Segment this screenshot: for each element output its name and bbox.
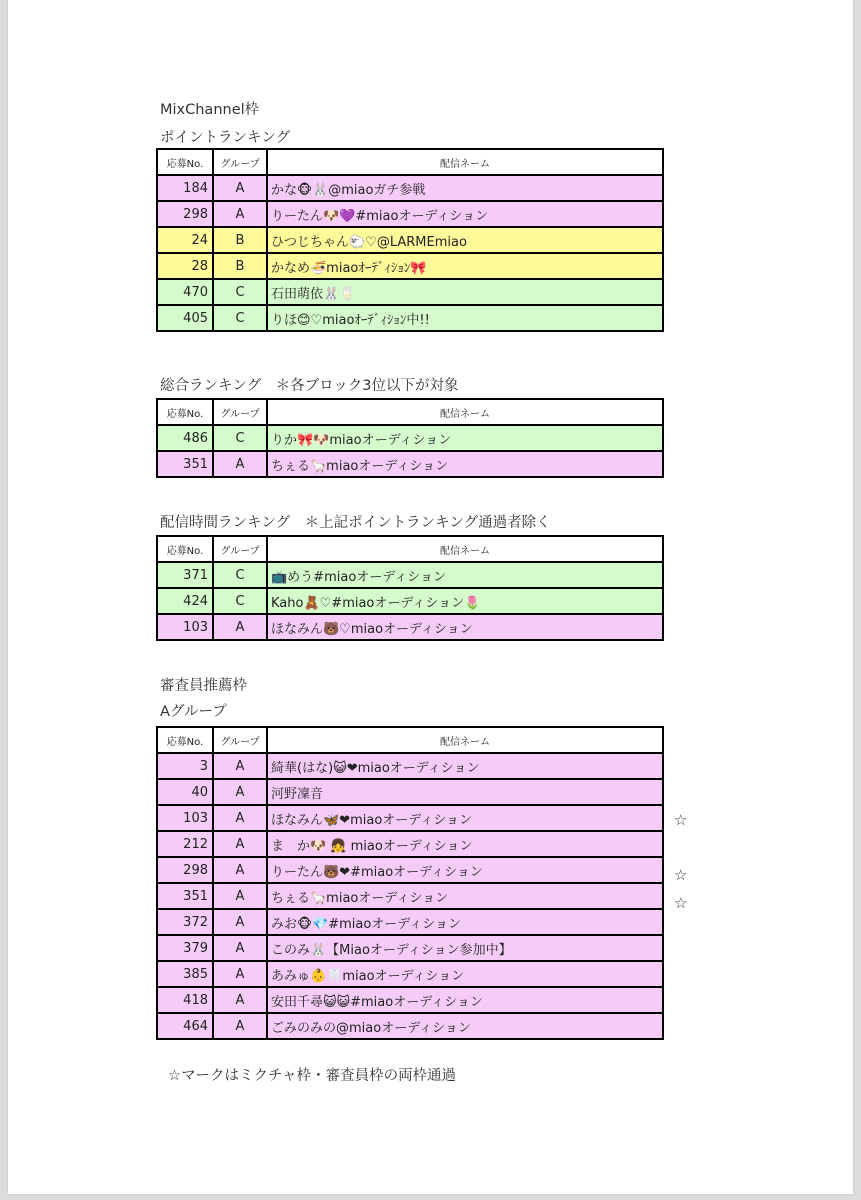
cell-name: ごみのみの@miaoオーディション <box>267 1013 663 1039</box>
header-no: 応募No. <box>157 149 213 175</box>
cell-name: ひつじちゃん🐑♡@LARMEmiao <box>267 227 663 253</box>
cell-name: あみゅ👶🦷miaoオーディション <box>267 961 663 987</box>
time-ranking-table <box>156 535 664 641</box>
cell-group: A <box>213 857 267 883</box>
table-row <box>157 883 663 909</box>
table-header-row <box>157 399 663 425</box>
cell-name: 石田萌依🐰🥛 <box>267 279 663 305</box>
header-name: 配信ネーム <box>267 149 663 175</box>
cell-group: A <box>213 779 267 805</box>
cell-no: 405 <box>157 305 213 331</box>
cell-no: 103 <box>157 805 213 831</box>
cell-no: 3 <box>157 753 213 779</box>
judge-table <box>156 726 664 1040</box>
cell-name: りーたん🐶💜#miaoオーディション <box>267 201 663 227</box>
table-row <box>157 425 663 451</box>
table-row <box>157 961 663 987</box>
table-row <box>157 279 663 305</box>
cell-group: A <box>213 201 267 227</box>
cell-no: 184 <box>157 175 213 201</box>
cell-group: A <box>213 1013 267 1039</box>
table-row <box>157 779 663 805</box>
cell-no: 371 <box>157 562 213 588</box>
header-group: グループ <box>213 727 267 753</box>
cell-name: 河野凜音 <box>267 779 663 805</box>
cell-no: 103 <box>157 614 213 640</box>
cell-no: 372 <box>157 909 213 935</box>
cell-group: A <box>213 805 267 831</box>
cell-no: 28 <box>157 253 213 279</box>
section-title-judge: 審査員推薦枠 <box>160 678 247 694</box>
header-name: 配信ネーム <box>267 399 663 425</box>
header-no: 応募No. <box>157 399 213 425</box>
cell-name: りか🎀🐶miaoオーディション <box>267 425 663 451</box>
cell-group: C <box>213 562 267 588</box>
cell-no: 486 <box>157 425 213 451</box>
table-row <box>157 987 663 1013</box>
table-row <box>157 831 663 857</box>
cell-no: 40 <box>157 779 213 805</box>
section-title-total-ranking: 総合ランキング ＊各ブロック3位以下が対象 <box>160 378 459 394</box>
table-row <box>157 935 663 961</box>
cell-no: 351 <box>157 883 213 909</box>
table-row <box>157 805 663 831</box>
cell-no: 470 <box>157 279 213 305</box>
footnote: ☆マークはミクチャ枠・審査員枠の両枠通過 <box>168 1068 457 1084</box>
cell-name: ほなみん🦋❤miaoオーディション <box>267 805 663 831</box>
cell-name: ちぇる🦙miaoオーディション <box>267 451 663 477</box>
star-mark: ☆ <box>674 866 688 885</box>
star-mark: ☆ <box>674 894 688 912</box>
cell-group: C <box>213 425 267 451</box>
cell-no: 351 <box>157 451 213 477</box>
table-row <box>157 451 663 477</box>
cell-name: りほ😊♡miaoｵｰﾃﾞｨｼｮﾝ中!! <box>267 305 663 331</box>
cell-group: B <box>213 227 267 253</box>
cell-group: A <box>213 753 267 779</box>
cell-name: かな🐵🐰@miaoガチ参戦 <box>267 175 663 201</box>
group-title-a: Aグループ <box>160 704 227 720</box>
table-header-row <box>157 727 663 753</box>
table-row <box>157 753 663 779</box>
header-name: 配信ネーム <box>267 727 663 753</box>
cell-group: B <box>213 253 267 279</box>
cell-name: ま か🐶 👧 miaoオーディション <box>267 831 663 857</box>
section-title-time-ranking: 配信時間ランキング ＊上記ポイントランキング通過者除く <box>160 515 551 531</box>
section-title-point-ranking: ポイントランキング <box>160 130 291 146</box>
cell-name: みお🐵💎#miaoオーディション <box>267 909 663 935</box>
header-no: 応募No. <box>157 536 213 562</box>
table-header-row <box>157 536 663 562</box>
cell-no: 464 <box>157 1013 213 1039</box>
star-mark: ☆ <box>674 811 688 830</box>
document-page <box>8 0 853 1194</box>
cell-group: A <box>213 961 267 987</box>
table-row <box>157 588 663 614</box>
header-group: グループ <box>213 536 267 562</box>
cell-group: A <box>213 175 267 201</box>
cell-group: C <box>213 305 267 331</box>
cell-group: C <box>213 279 267 305</box>
total-ranking-table <box>156 398 664 478</box>
cell-no: 212 <box>157 831 213 857</box>
cell-no: 379 <box>157 935 213 961</box>
cell-no: 418 <box>157 987 213 1013</box>
header-group: グループ <box>213 149 267 175</box>
header-name: 配信ネーム <box>267 536 663 562</box>
cell-group: A <box>213 451 267 477</box>
header-group: グループ <box>213 399 267 425</box>
cell-group: A <box>213 987 267 1013</box>
cell-name: Kaho🧸♡#miaoオーディション🌷 <box>267 588 663 614</box>
cell-group: A <box>213 935 267 961</box>
cell-no: 298 <box>157 201 213 227</box>
cell-name: りーたん🐻❤#miaoオーディション <box>267 857 663 883</box>
cell-group: A <box>213 909 267 935</box>
cell-no: 298 <box>157 857 213 883</box>
cell-no: 24 <box>157 227 213 253</box>
table-row <box>157 227 663 253</box>
cell-group: A <box>213 614 267 640</box>
page-title: MixChannel枠 <box>160 102 260 118</box>
cell-name: 📺めう#miaoオーディション <box>267 562 663 588</box>
table-row <box>157 175 663 201</box>
cell-group: C <box>213 588 267 614</box>
cell-name: ちぇる🦙miaoオーディション <box>267 883 663 909</box>
table-row <box>157 253 663 279</box>
cell-no: 424 <box>157 588 213 614</box>
cell-name: 綺華(はな)😺❤miaoオーディション <box>267 753 663 779</box>
cell-group: A <box>213 831 267 857</box>
cell-name: ほなみん🐻♡miaoオーディション <box>267 614 663 640</box>
table-row <box>157 1013 663 1039</box>
cell-no: 385 <box>157 961 213 987</box>
document-content <box>8 0 853 1194</box>
table-row <box>157 857 663 883</box>
table-row <box>157 305 663 331</box>
cell-name: かなめ🍜miaoｵｰﾃﾞｨｼｮﾝ🎀 <box>267 253 663 279</box>
table-row <box>157 562 663 588</box>
header-no: 応募No. <box>157 727 213 753</box>
cell-name: 安田千尋😺😺#miaoオーディション <box>267 987 663 1013</box>
table-row <box>157 614 663 640</box>
cell-group: A <box>213 883 267 909</box>
table-header-row <box>157 149 663 175</box>
table-row <box>157 909 663 935</box>
table-row <box>157 201 663 227</box>
cell-name: このみ🐰【Miaoオーディション参加中】 <box>267 935 663 961</box>
point-ranking-table <box>156 148 664 332</box>
